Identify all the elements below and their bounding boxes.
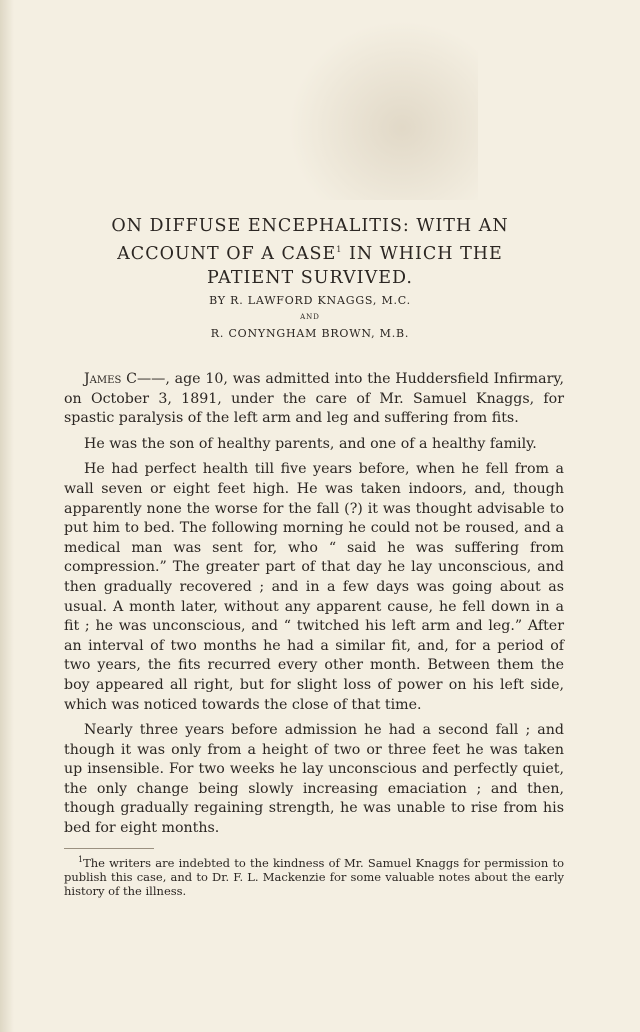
page-edge-shadow [0, 0, 14, 1032]
author-1: BY R. LAWFORD KNAGGS, M.C. [209, 294, 411, 307]
footnote-marker[interactable]: 1 [336, 245, 343, 254]
article-body [64, 370, 564, 845]
footnote-text [64, 853, 564, 898]
footnote-rule [64, 848, 154, 849]
footnote-body: The writers are indebted to the kindness of Mr. Samuel Knaggs for permission to publish this case, and to Dr. F. L. Mackenzie for some valuable notes about the early history of the illness. [64, 855, 564, 898]
author-2: R. CONYNGHAM BROWN, M.B. [210, 327, 410, 340]
authors [30, 294, 590, 341]
author-and: AND [300, 313, 320, 321]
paragraph-1-lead: James [84, 371, 122, 387]
paragraph-1-text: C——, age 10, was admitted into the Huddersfield Infirmary, on October 3, 1891, under the care of Mr. Samuel Knaggs, for spastic paralysis of the left arm and leg and suffering from fits. [64, 371, 564, 427]
title-line-2a: ACCOUNT OF A CASE [117, 243, 337, 264]
paragraph-3: He had perfect health till five years before, when he fell from a wall seven or eight feet high. He was taken indoors, and, though apparently none the worse for the fall (?) it was thought advisable to put him to bed. The following morning he could not be roused, and a medical man was sent for, who “ said he was suffering from compression.” The greater part of that day he lay unconscious, and then gradually recovered ; and in a few days was going about as usual. A month later, without any apparent cause, he fell down in a fit ; he was unconscious, and “ twitched his left arm and leg.” After an interval of two months he had a similar fit, and, for a period of two years, the fits recurred every other month. Between them the boy appeared all right, but for slight loss of power on his left side, which was noticed towards the close of that time. [64, 461, 564, 713]
title-line-3: PATIENT SURVIVED. [207, 267, 413, 288]
paragraph-4: Nearly three years before admission he had a second fall ; and though it was only from a height of two or three feet he was taken up insensible. For two weeks he lay unconscious and perfectly quiet, the only change being slowly increasing emaciation ; and then, though gradually regaining strength, he was unable to rise from his bed for eight months. [64, 722, 564, 837]
title-line-2 [30, 238, 590, 266]
article-title [30, 214, 590, 290]
footnote-text-marker: 1 [78, 855, 84, 864]
footnote [64, 853, 564, 898]
title-line-1: ON DIFFUSE ENCEPHALITIS: WITH AN [111, 216, 509, 236]
paper-stain [288, 20, 478, 200]
paragraph-1 [64, 370, 564, 429]
paragraph-2: He was the son of healthy parents, and one of a healthy family. [84, 435, 537, 452]
title-line-2b: IN WHICH THE [348, 243, 503, 264]
